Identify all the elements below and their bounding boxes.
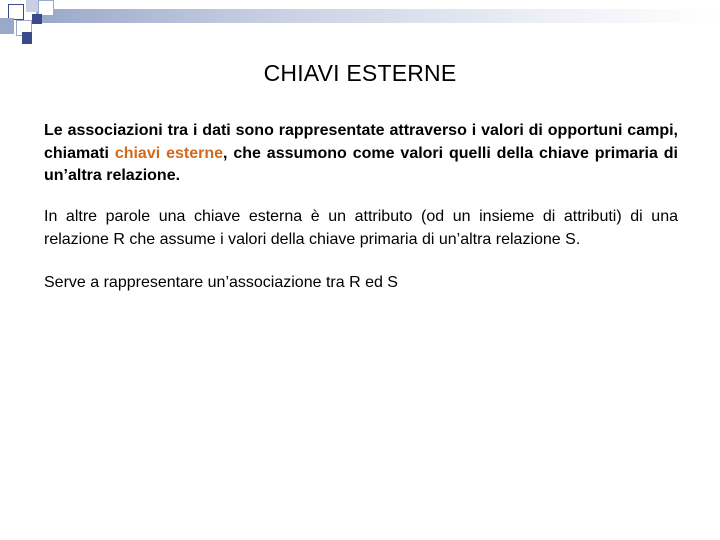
header-gradient-bar [36,9,720,23]
deco-square-7 [32,14,42,24]
paragraph-definition: In altre parole una chiave esterna è un attributo (od un insieme di attributi) di una relazione R che assume i valori della chiave primaria di un’altra relazione S. [44,208,678,248]
paragraph1-text-after: , che assumono come valori quelli della chiave primaria di un’altra relazione. [44,144,679,184]
deco-square-4 [0,18,14,34]
highlight-term: chiavi esterne [114,144,223,162]
paragraph-associations [44,120,678,188]
paragraph-purpose: Serve a rappresentare un’associazione tra R ed S [44,274,398,291]
deco-square-6 [22,32,32,44]
deco-square-2 [26,0,38,12]
header-decoration [0,0,720,60]
slide-title: CHIAVI ESTERNE [263,60,457,86]
paragraph1-text-before: Le associazioni tra i dati sono rappresentate attraverso i valori di opportuni campi, chiamati [44,122,678,162]
